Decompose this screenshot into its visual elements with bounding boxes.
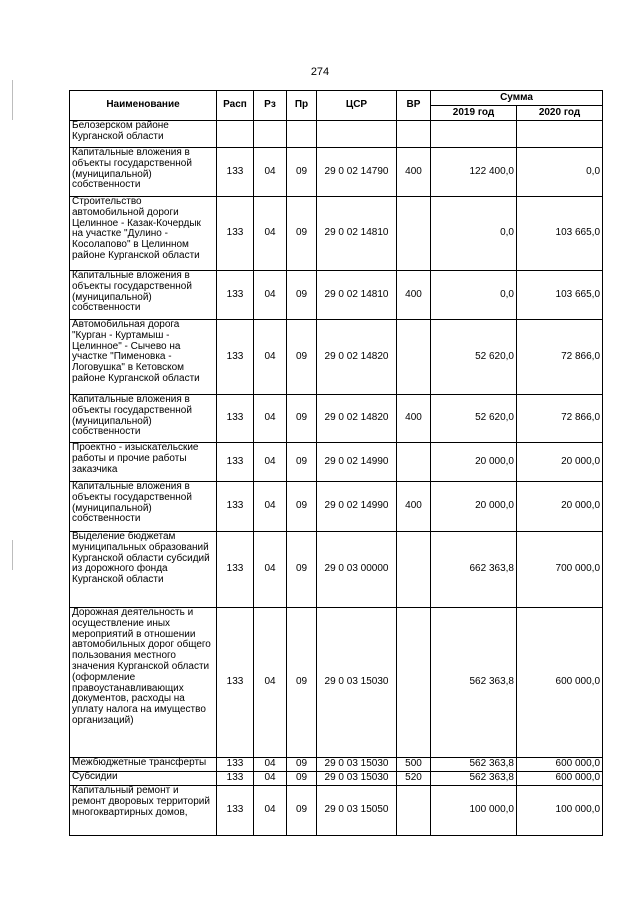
cell-y2019: 662 363,8: [431, 532, 517, 608]
cell-y2019: 122 400,0: [431, 148, 517, 197]
cell-csr: 29 0 02 14820: [317, 320, 397, 395]
cell-vr: 400: [397, 148, 431, 197]
cell-y2019: 0,0: [431, 271, 517, 320]
cell-rz: 04: [254, 482, 287, 532]
cell-pr: 09: [287, 271, 317, 320]
cell-rz: 04: [254, 443, 287, 482]
col-header-2019: 2019 год: [431, 106, 517, 121]
budget-table: [69, 90, 603, 836]
table-row: [70, 395, 603, 443]
cell-y2020: 20 000,0: [517, 482, 603, 532]
cell-rasp: 133: [217, 608, 254, 758]
cell-y2020: 103 665,0: [517, 271, 603, 320]
cell-name: Капитальные вложения в объекты государственной (муниципальной) собственности: [70, 271, 217, 320]
cell-vr: 520: [397, 772, 431, 786]
cell-name: Субсидии: [70, 772, 217, 786]
cell-rasp: 133: [217, 443, 254, 482]
cell-vr: [397, 197, 431, 271]
cell-pr: 09: [287, 532, 317, 608]
cell-y2019: 52 620,0: [431, 395, 517, 443]
table-row: [70, 532, 603, 608]
cell-vr: 500: [397, 758, 431, 772]
cell-rz: [254, 121, 287, 148]
cell-rasp: [217, 121, 254, 148]
cell-y2020: 600 000,0: [517, 608, 603, 758]
col-header-csr: ЦСР: [317, 91, 397, 121]
cell-rasp: 133: [217, 320, 254, 395]
cell-csr: [317, 121, 397, 148]
cell-vr: [397, 532, 431, 608]
cell-pr: 09: [287, 786, 317, 836]
scan-artifact: [12, 540, 13, 570]
cell-rasp: 133: [217, 395, 254, 443]
cell-name: Строительство автомобильной дороги Целинное - Казак-Кочердык на участке "Дулино - Косолапово" в Целинном районе Курганской области: [70, 197, 217, 271]
cell-y2020: 20 000,0: [517, 443, 603, 482]
cell-rz: 04: [254, 148, 287, 197]
cell-y2020: 72 866,0: [517, 395, 603, 443]
cell-rasp: 133: [217, 148, 254, 197]
table-row: [70, 786, 603, 836]
cell-y2019: 100 000,0: [431, 786, 517, 836]
cell-csr: 29 0 03 15030: [317, 758, 397, 772]
cell-rz: 04: [254, 197, 287, 271]
cell-rz: 04: [254, 608, 287, 758]
cell-csr: 29 0 03 15030: [317, 608, 397, 758]
cell-pr: [287, 121, 317, 148]
table-row: [70, 772, 603, 786]
cell-rasp: 133: [217, 758, 254, 772]
cell-name: Проектно - изыскательские работы и прочие работы заказчика: [70, 443, 217, 482]
col-header-sum: Сумма: [431, 91, 603, 106]
scan-artifact: [12, 80, 13, 120]
cell-rz: 04: [254, 786, 287, 836]
cell-pr: 09: [287, 320, 317, 395]
cell-y2020: 103 665,0: [517, 197, 603, 271]
cell-name: Выделение бюджетам муниципальных образований Курганской области субсидий из дорожного фонда Курганской области: [70, 532, 217, 608]
cell-y2020: 600 000,0: [517, 772, 603, 786]
cell-vr: 400: [397, 271, 431, 320]
cell-y2020: 600 000,0: [517, 758, 603, 772]
cell-name: Капитальные вложения в объекты государственной (муниципальной) собственности: [70, 482, 217, 532]
table-row: [70, 271, 603, 320]
cell-csr: 29 0 02 14790: [317, 148, 397, 197]
cell-csr: 29 0 02 14990: [317, 482, 397, 532]
page-number: 274: [310, 66, 330, 78]
cell-rz: 04: [254, 532, 287, 608]
cell-vr: 400: [397, 482, 431, 532]
cell-y2019: 52 620,0: [431, 320, 517, 395]
cell-vr: [397, 786, 431, 836]
col-header-vr: ВР: [397, 91, 431, 121]
cell-csr: 29 0 02 14990: [317, 443, 397, 482]
cell-pr: 09: [287, 148, 317, 197]
cell-y2019: 562 363,8: [431, 758, 517, 772]
cell-csr: 29 0 02 14810: [317, 271, 397, 320]
cell-csr: 29 0 03 00000: [317, 532, 397, 608]
table-row: [70, 482, 603, 532]
cell-rz: 04: [254, 772, 287, 786]
cell-name: Дорожная деятельность и осуществление иных мероприятий в отношении автомобильных дорог общего пользования местного значения Курганской области (оформление правоустанавливающих документов, расходы на уплату налога на имущество организаций): [70, 608, 217, 758]
cell-csr: 29 0 02 14820: [317, 395, 397, 443]
table-row: [70, 320, 603, 395]
cell-y2019: 562 363,8: [431, 772, 517, 786]
cell-y2020: [517, 121, 603, 148]
col-header-rasp: Расп: [217, 91, 254, 121]
cell-y2019: [431, 121, 517, 148]
table-row: [70, 608, 603, 758]
cell-rasp: 133: [217, 271, 254, 320]
cell-rasp: 133: [217, 786, 254, 836]
cell-vr: [397, 608, 431, 758]
cell-y2019: 562 363,8: [431, 608, 517, 758]
cell-y2020: 72 866,0: [517, 320, 603, 395]
cell-y2019: 20 000,0: [431, 443, 517, 482]
cell-pr: 09: [287, 758, 317, 772]
cell-name: Межбюджетные трансферты: [70, 758, 217, 772]
cell-name: Белозерском районе Курганской области: [70, 121, 217, 148]
table-row: [70, 443, 603, 482]
cell-y2020: 100 000,0: [517, 786, 603, 836]
cell-pr: 09: [287, 608, 317, 758]
cell-rasp: 133: [217, 772, 254, 786]
cell-vr: [397, 320, 431, 395]
cell-vr: [397, 121, 431, 148]
cell-y2019: 0,0: [431, 197, 517, 271]
cell-csr: 29 0 02 14810: [317, 197, 397, 271]
table-row: [70, 758, 603, 772]
cell-pr: 09: [287, 772, 317, 786]
cell-y2020: 0,0: [517, 148, 603, 197]
cell-rasp: 133: [217, 532, 254, 608]
cell-pr: 09: [287, 197, 317, 271]
cell-rz: 04: [254, 320, 287, 395]
cell-pr: 09: [287, 443, 317, 482]
cell-name: Автомобильная дорога "Курган - Куртамыш - Целинное" - Сычево на участке "Пименовка - Логовушка" в Кетовском районе Курганской области: [70, 320, 217, 395]
cell-pr: 09: [287, 482, 317, 532]
cell-name: Капитальные вложения в объекты государственной (муниципальной) собственности: [70, 148, 217, 197]
cell-name: Капитальный ремонт и ремонт дворовых территорий многоквартирных домов,: [70, 786, 217, 836]
cell-vr: 400: [397, 395, 431, 443]
cell-rz: 04: [254, 758, 287, 772]
col-header-name: Наименование: [70, 91, 217, 121]
cell-rasp: 133: [217, 482, 254, 532]
table-row: [70, 121, 603, 148]
table-row: [70, 148, 603, 197]
cell-pr: 09: [287, 395, 317, 443]
cell-csr: 29 0 03 15030: [317, 772, 397, 786]
col-header-2020: 2020 год: [517, 106, 603, 121]
col-header-rz: Рз: [254, 91, 287, 121]
cell-csr: 29 0 03 15050: [317, 786, 397, 836]
cell-rz: 04: [254, 395, 287, 443]
cell-y2019: 20 000,0: [431, 482, 517, 532]
table-body: [70, 121, 603, 836]
table-row: [70, 197, 603, 271]
cell-rz: 04: [254, 271, 287, 320]
cell-rasp: 133: [217, 197, 254, 271]
cell-name: Капитальные вложения в объекты государственной (муниципальной) собственности: [70, 395, 217, 443]
cell-y2020: 700 000,0: [517, 532, 603, 608]
col-header-pr: Пр: [287, 91, 317, 121]
cell-vr: [397, 443, 431, 482]
